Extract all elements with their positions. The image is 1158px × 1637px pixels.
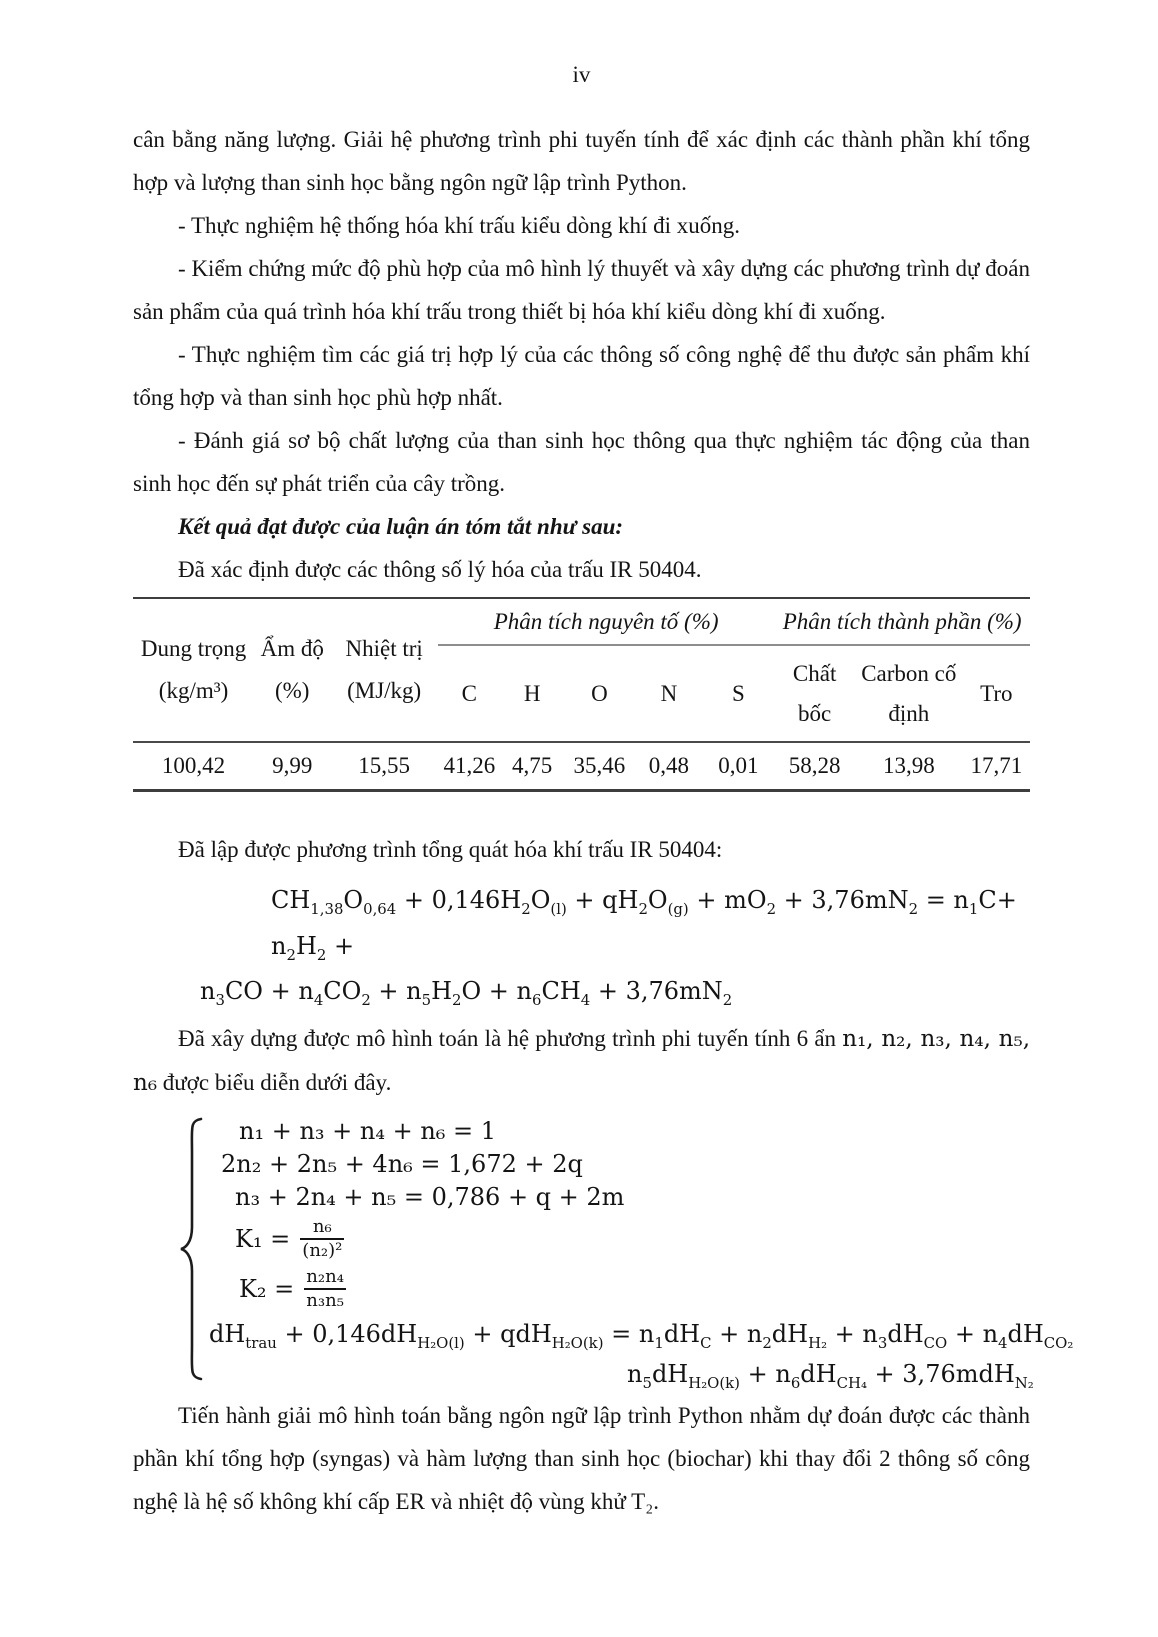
k1-denominator: (n₂)² xyxy=(302,1240,343,1261)
k1-numerator: n₆ xyxy=(300,1216,344,1240)
table-value: 13,98 xyxy=(855,742,963,791)
closing-paragraph: Tiến hành giải mô hình toán bằng ngôn ngữ lập trình Python nhằm dự đoán được các thành phần khí tổng hợp (syngas) và hàm lượng than sinh học (biochar) khi thay đổi 2 thông số công nghệ là hệ số không khí cấp ER và nhiệt độ vùng khử T₂. xyxy=(133,1403,1030,1514)
col-header-c: C xyxy=(461,680,478,706)
col-header-n: N xyxy=(660,680,678,706)
equation-1: n₁ + n₃ + n₄ + n₆ = 1 xyxy=(239,1117,497,1145)
general-equation-line-2: $n_3CO + n_4CO_2 + n_5H_2O + n_6CH_4 + 3,76mN_2$ xyxy=(200,977,733,1009)
col-group-proximate-analysis: Phân tích thành phần (%) xyxy=(774,598,1030,645)
general-gasification-equation xyxy=(133,877,1030,1013)
table-value: 58,28 xyxy=(774,742,855,791)
col-header-tro: Tro xyxy=(980,680,1013,706)
col-header-dung-trong: Dung trọng (kg/m³) xyxy=(140,636,247,703)
equation-intro: Đã lập được phương trình tổng quát hóa khí trấu IR 50404: xyxy=(178,837,723,862)
k2-lhs: K₂ = xyxy=(239,1275,295,1303)
col-header-chat-boc: Chất bốc xyxy=(792,660,837,726)
col-group-elemental-analysis: Phân tích nguyên tố (%) xyxy=(438,598,774,645)
general-equation-line-1: $CH_{1,38}O_{0,64} + 0,146H_2O_{(l)} + qH_2O_{(g)} + mO_2 + 3,76mN_2 = n_1C+ n_2H_2$ + xyxy=(271,886,1017,964)
results-heading: Kết quả đạt được của luận án tóm tắt như sau: xyxy=(178,514,624,539)
table-value: 0,48 xyxy=(635,742,702,791)
equation-k1 xyxy=(209,1214,1073,1264)
col-header-nhiet-tri: Nhiệt trị (MJ/kg) xyxy=(345,636,423,703)
table-value: 100,42 xyxy=(133,742,254,791)
equation-3: n₃ + 2n₄ + n₅ = 0,786 + q + 2m xyxy=(235,1183,625,1211)
table-value: 4,75 xyxy=(501,742,564,791)
model-intro xyxy=(133,1017,1030,1105)
table-value: 17,71 xyxy=(963,742,1030,791)
k2-numerator: n₂n₄ xyxy=(304,1266,346,1290)
bullet-biochar-quality: - Đánh giá sơ bộ chất lượng của than sinh học thông qua thực nghiệm tác động của than sinh học đến sự phát triển của cây trồng. xyxy=(133,428,1030,496)
equation-system xyxy=(175,1115,1074,1394)
equation-k2 xyxy=(209,1264,1073,1314)
col-header-carbon-co-dinh: Carbon cố định xyxy=(861,660,957,726)
k1-lhs: K₁ = xyxy=(235,1225,291,1253)
k2-fraction xyxy=(304,1266,346,1312)
page-number: iv xyxy=(572,62,591,87)
model-intro-text: Đã xây dựng được mô hình toán là hệ phương trình phi tuyến tính 6 ẩn xyxy=(178,1026,837,1051)
system-left-brace xyxy=(175,1115,209,1394)
energy-balance-line-2: $n_5dH_{H_2O(k)} + n_6dH_{CH_4} + 3,76mdH_{N_2}$ xyxy=(627,1360,1034,1392)
bullet-experiment-system: - Thực nghiệm hệ thống hóa khí trấu kiểu dòng khí đi xuống. xyxy=(178,213,741,238)
table-value: 9,99 xyxy=(254,742,330,791)
k2-denominator: n₃n₅ xyxy=(306,1290,344,1311)
k1-fraction xyxy=(300,1216,344,1262)
result-physico-chemical: Đã xác định được các thông số lý hóa của trấu IR 50404. xyxy=(178,557,702,582)
curly-brace-icon xyxy=(175,1115,209,1383)
system-equations xyxy=(209,1115,1073,1394)
energy-balance-line-1: $dH_{trau} + 0,146dH_{H_2O(l)} + qdH_{H_2O(k)} = n_1dH_C + n_2dH_{H_2} + n_3dH_{CO} + n_4dH_{CO_2}$ xyxy=(209,1320,1074,1352)
bullet-model-verification: - Kiểm chứng mức độ phù hợp của mô hình lý thuyết và xây dựng các phương trình dự đoán sản phẩm của quá trình hóa khí trấu trong thiết bị hóa khí kiểu dòng khí đi xuống. xyxy=(133,256,1030,324)
paragraph-energy-balance: cân bằng năng lượng. Giải hệ phương trình phi tuyến tính để xác định các thành phần khí tổng hợp và lượng than sinh học bằng ngôn ngữ lập trình Python. xyxy=(133,127,1030,195)
table-row-values xyxy=(133,742,1030,791)
equation-2: 2n₂ + 2n₅ + 4n₆ = 1,672 + 2q xyxy=(221,1150,583,1178)
rice-husk-properties-table xyxy=(133,597,1030,792)
col-header-o: O xyxy=(591,680,608,706)
table-value: 35,46 xyxy=(564,742,636,791)
table-value: 0,01 xyxy=(703,742,775,791)
col-header-s: S xyxy=(732,680,745,706)
model-intro-tail: được biểu diễn dưới đây. xyxy=(157,1070,392,1095)
table-value: 41,26 xyxy=(438,742,501,791)
model-unknowns: n₁, n₂, n₃, n₄, n₅, n₆ xyxy=(133,1026,1031,1096)
col-header-h: H xyxy=(523,680,541,706)
col-header-am-do: Ẩm độ (%) xyxy=(260,636,324,703)
table-value: 15,55 xyxy=(330,742,438,791)
bullet-parameter-search: - Thực nghiệm tìm các giá trị hợp lý của các thông số công nghệ để thu được sản phẩm khí tổng hợp và than sinh học phù hợp nhất. xyxy=(133,342,1030,410)
